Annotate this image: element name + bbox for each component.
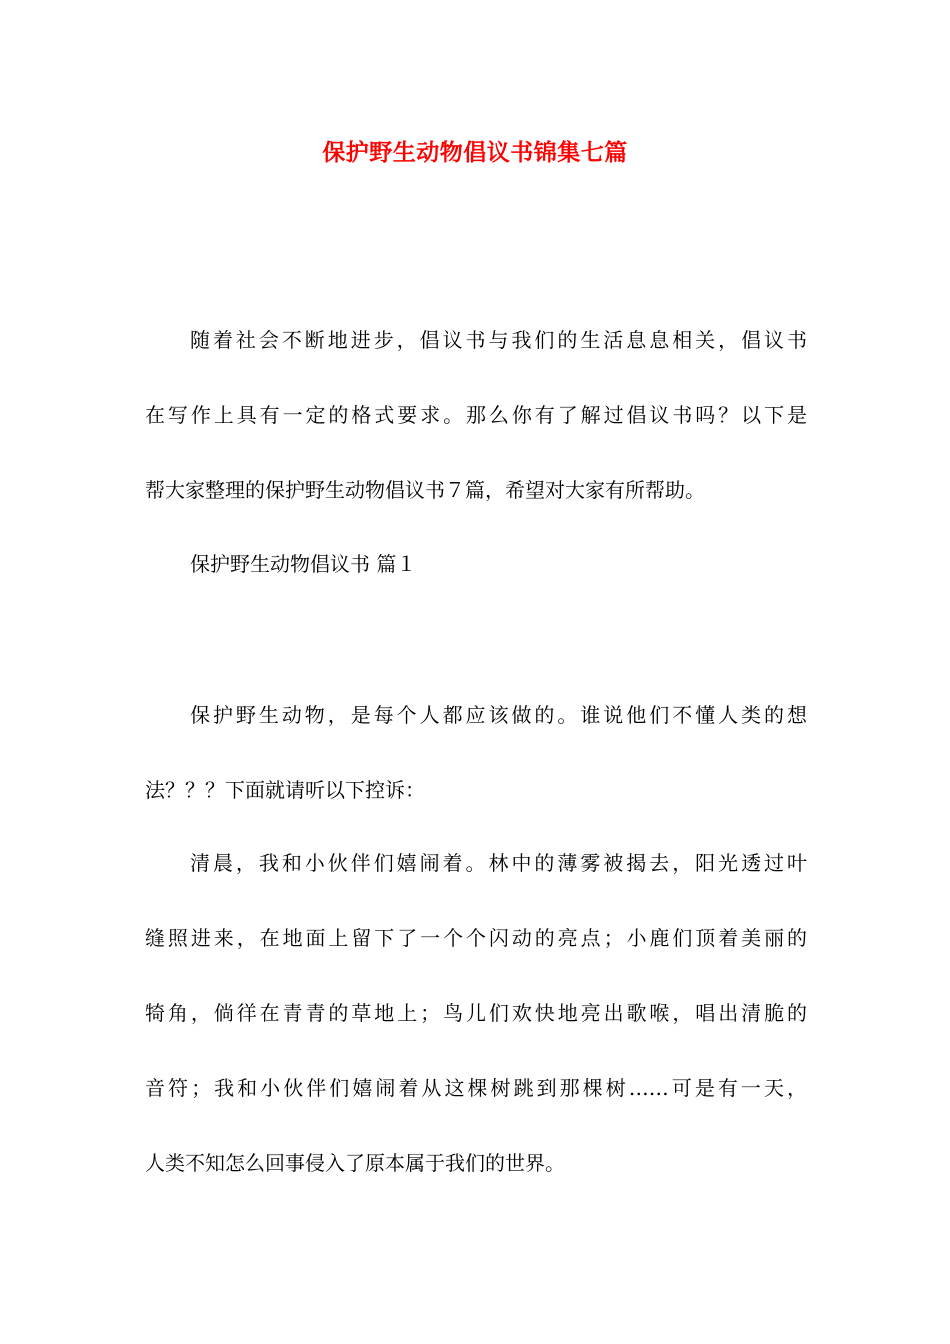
body-paragraph-2 xyxy=(145,826,807,1201)
text-line: 清晨，我和小伙伴们嬉闹着。林中的薄雾被揭去，阳光透过叶 xyxy=(190,851,807,875)
text-line: 帮大家整理的保护野生动物倡议书７篇，希望对大家有所帮助。 xyxy=(145,478,705,502)
section-heading-text: 保护野生动物倡议书 篇１ xyxy=(190,552,417,576)
body-paragraph-1 xyxy=(145,678,807,828)
document-title: 保护野生动物倡议书锦集七篇 xyxy=(322,139,628,166)
text-line: 法？？？下面就请听以下控诉： xyxy=(145,778,425,802)
text-line: 音符；我和小伙伴们嬉闹着从这棵树跳到那棵树……可是有一天， xyxy=(145,1076,807,1100)
text-line: 人类不知怎么回事侵入了原本属于我们的世界。 xyxy=(145,1151,565,1175)
intro-paragraph xyxy=(145,303,807,528)
text-line: 缝照进来，在地面上留下了一个个闪动的亮点；小鹿们顶着美丽的 xyxy=(145,926,807,950)
text-line: 犄角，倘徉在青青的草地上；鸟儿们欢快地亮出歌喉，唱出清脆的 xyxy=(145,1001,807,1025)
text-line: 在写作上具有一定的格式要求。那么你有了解过倡议书吗？以下是 xyxy=(145,403,807,427)
text-line: 保护野生动物，是每个人都应该做的。谁说他们不懂人类的想 xyxy=(190,703,807,727)
text-line: 随着社会不断地进步，倡议书与我们的生活息息相关，倡议书 xyxy=(190,328,807,352)
section-heading xyxy=(145,527,807,602)
